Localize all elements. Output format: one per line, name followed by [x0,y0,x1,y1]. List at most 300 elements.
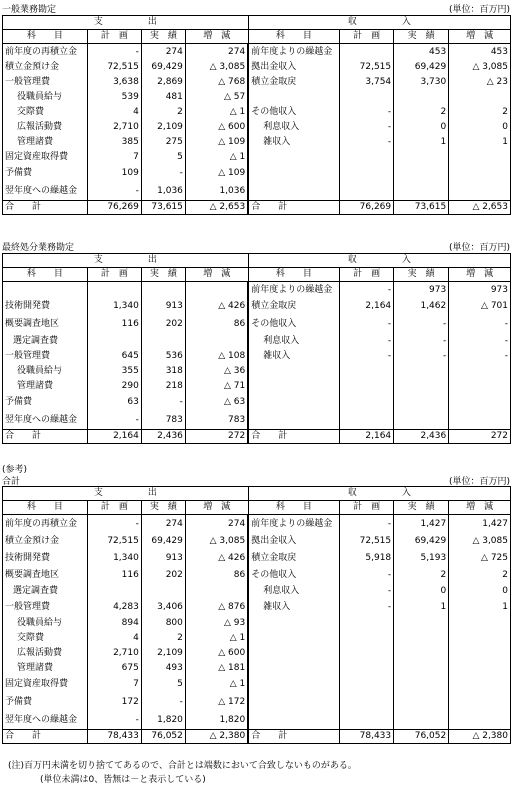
table-row [3,693,511,711]
total-label: 合 計 [248,201,339,215]
item-cell [248,693,339,711]
table-row [3,675,511,693]
column-header-item: 科 目 [248,501,339,515]
value-cell: 7 [87,149,141,164]
value-cell: △ 71 [185,378,248,393]
item-cell: 選定調査費 [3,583,88,598]
value-cell [340,44,394,60]
value-cell: 1,820 [185,711,248,730]
table-row [3,711,511,730]
value-cell [340,89,394,104]
item-cell [248,630,339,645]
total-label: 合 計 [3,730,88,744]
item-cell: 積立金取戻 [248,549,339,566]
value-cell: △ 36 [185,363,248,378]
value-cell: △ 426 [185,297,248,315]
value-cell [340,363,394,378]
value-cell: △ 725 [449,549,511,566]
item-cell: 積立金取戻 [248,74,339,89]
value-cell: 0 [394,119,449,134]
unit-label: (単位：百万円) [448,243,510,253]
value-cell: 481 [141,89,185,104]
item-cell: 技術開発費 [3,549,88,566]
total-value: 76,052 [394,730,449,744]
value-cell: 218 [141,378,185,393]
value-cell: 2 [141,104,185,119]
value-cell [394,615,449,630]
column-header-diff: 増 減 [185,30,248,44]
item-cell: 利息収入 [248,333,339,348]
item-cell: 選定調査費 [3,333,88,348]
total-label: 合 計 [248,430,339,444]
item-cell: 固定資産取得費 [3,149,88,164]
value-cell: △ 109 [185,164,248,182]
value-cell: - [87,44,141,60]
value-cell [340,630,394,645]
column-header-plan: 計 画 [340,30,394,44]
value-cell: △ 600 [185,645,248,660]
value-cell: 86 [185,566,248,583]
value-cell [340,393,394,411]
value-cell [340,378,394,393]
value-cell: 2,710 [87,645,141,660]
value-cell: - [340,598,394,615]
column-header-plan: 計 画 [87,268,141,282]
value-cell [340,182,394,201]
item-cell: 概要調査地区 [3,566,88,583]
value-cell: 69,429 [394,59,449,74]
table-row [3,297,511,315]
value-cell [185,333,248,348]
table-row [3,598,511,615]
item-cell: 利息収入 [248,119,339,134]
column-header-item: 科 目 [3,268,88,282]
table-row [3,59,511,74]
value-cell: 69,429 [141,59,185,74]
expense-header: 支 出 [3,254,249,268]
value-cell: 4 [87,630,141,645]
item-cell [248,660,339,675]
total-value: 76,052 [141,730,185,744]
item-cell: その他収入 [248,315,339,333]
value-cell: - [340,315,394,333]
income-header: 収 入 [248,487,510,501]
total-value: 76,269 [340,201,394,215]
column-header-row [3,268,511,282]
table-row [3,164,511,182]
total-value: 73,615 [394,201,449,215]
value-cell: - [449,315,511,333]
value-cell [449,411,511,430]
value-cell: - [394,315,449,333]
value-cell [394,393,449,411]
value-cell: - [340,515,394,533]
column-header-row [3,30,511,44]
item-cell [248,164,339,182]
total-value: 2,436 [141,430,185,444]
item-cell: 積立金預け金 [3,532,88,549]
item-cell: 拠出金収入 [248,532,339,549]
value-cell: 116 [87,566,141,583]
total-value: 272 [449,430,511,444]
value-cell: - [87,182,141,201]
expense-header: 支 出 [3,16,249,30]
value-cell: △ 876 [185,598,248,615]
value-cell: 645 [87,348,141,363]
item-cell: 積立金預け金 [3,59,88,74]
reference-label: (参考) [2,465,28,475]
value-cell: - [449,348,511,363]
expense-header: 支 出 [3,487,249,501]
item-cell: 予備費 [3,164,88,182]
value-cell: 63 [87,393,141,411]
item-cell [248,615,339,630]
value-cell: 1,340 [87,549,141,566]
table-row [3,515,511,533]
value-cell: △ 1 [185,149,248,164]
column-header-actual: 実 績 [394,30,449,44]
value-cell: 1,820 [141,711,185,730]
income-header: 収 入 [248,16,510,30]
table-row [3,393,511,411]
value-cell: 493 [141,660,185,675]
column-header-actual: 実 績 [141,268,185,282]
item-cell: 一般管理費 [3,348,88,363]
value-cell [449,164,511,182]
item-cell: 管理諸費 [3,378,88,393]
value-cell [449,675,511,693]
value-cell: 800 [141,615,185,630]
value-cell [185,282,248,298]
value-cell: 539 [87,89,141,104]
value-cell: 1,427 [449,515,511,533]
value-cell: - [141,693,185,711]
table-row [3,282,511,298]
column-header-actual: 実 績 [141,30,185,44]
value-cell: - [340,348,394,363]
value-cell: 274 [141,44,185,60]
item-cell: 交際費 [3,630,88,645]
value-cell: 3,406 [141,598,185,615]
value-cell: △ 1 [185,630,248,645]
item-cell [248,363,339,378]
value-cell: △ 1 [185,675,248,693]
table-row [3,549,511,566]
value-cell [394,675,449,693]
value-cell: 2,164 [340,297,394,315]
total-row [3,430,511,444]
value-cell [340,149,394,164]
value-cell [340,615,394,630]
value-cell [449,89,511,104]
value-cell: - [340,282,394,298]
item-cell [248,378,339,393]
value-cell: 453 [449,44,511,60]
item-cell: 前年度の再積立金 [3,515,88,533]
value-cell [87,282,141,298]
table-row [3,182,511,201]
value-cell [394,645,449,660]
value-cell: 973 [449,282,511,298]
value-cell: 274 [185,515,248,533]
budget-table [2,253,511,444]
table-row [3,315,511,333]
value-cell: - [87,411,141,430]
table-row [3,44,511,60]
item-cell: 予備費 [3,393,88,411]
income-header: 収 入 [248,254,510,268]
value-cell: - [340,119,394,134]
value-cell [394,164,449,182]
value-cell: 2 [141,630,185,645]
value-cell [449,630,511,645]
item-cell: 固定資産取得費 [3,675,88,693]
table-row [3,645,511,660]
value-cell: 1,036 [185,182,248,201]
value-cell: 3,754 [340,74,394,89]
value-cell: - [340,566,394,583]
value-cell [394,660,449,675]
value-cell: 72,515 [87,532,141,549]
value-cell: △ 172 [185,693,248,711]
table-row [3,134,511,149]
value-cell: △ 600 [185,119,248,134]
section-title: 一般業務勘定 [2,5,57,15]
value-cell [87,333,141,348]
value-cell [340,675,394,693]
value-cell: △ 3,085 [185,532,248,549]
item-cell: 利息収入 [248,583,339,598]
table-row [3,630,511,645]
column-header-plan: 計 画 [87,501,141,515]
value-cell: 2 [449,566,511,583]
footnote: (単位未満は0、皆無は－と表示している) [40,775,206,785]
header-row [3,16,511,30]
item-cell: 前年度よりの繰越金 [248,515,339,533]
value-cell: △ 93 [185,615,248,630]
item-cell: 広報活動費 [3,645,88,660]
column-header-actual: 実 績 [141,501,185,515]
total-value: 76,269 [87,201,141,215]
value-cell: 5,193 [394,549,449,566]
value-cell: - [449,333,511,348]
value-cell: 5,918 [340,549,394,566]
table-row [3,104,511,119]
value-cell [340,164,394,182]
value-cell: 7 [87,675,141,693]
value-cell: 5 [141,149,185,164]
value-cell: 290 [87,378,141,393]
column-header-diff: 増 減 [185,501,248,515]
table-row [3,378,511,393]
table-row [3,411,511,430]
value-cell [340,645,394,660]
value-cell [449,393,511,411]
value-cell: 4 [87,104,141,119]
value-cell [394,630,449,645]
item-cell: 役職員給与 [3,363,88,378]
total-row [3,201,511,215]
value-cell: △ 63 [185,393,248,411]
value-cell: 274 [185,44,248,60]
value-cell [449,693,511,711]
value-cell: 913 [141,549,185,566]
value-cell: 275 [141,134,185,149]
value-cell: △ 108 [185,348,248,363]
value-cell [87,583,141,598]
value-cell [141,583,185,598]
value-cell [449,615,511,630]
value-cell [340,693,394,711]
value-cell: △ 181 [185,660,248,675]
value-cell: 274 [141,515,185,533]
value-cell: 5 [141,675,185,693]
value-cell: △ 426 [185,549,248,566]
total-label: 合 計 [3,430,88,444]
value-cell: 116 [87,315,141,333]
value-cell: 202 [141,315,185,333]
value-cell: 318 [141,363,185,378]
item-cell [248,411,339,430]
item-cell [248,149,339,164]
item-cell: 一般管理費 [3,598,88,615]
value-cell: 1 [449,134,511,149]
value-cell [394,363,449,378]
value-cell: 72,515 [87,59,141,74]
value-cell [340,660,394,675]
column-header-item: 科 目 [248,30,339,44]
value-cell: 2,710 [87,119,141,134]
value-cell [141,282,185,298]
value-cell: 3,638 [87,74,141,89]
total-label: 合 計 [248,730,339,744]
value-cell [449,711,511,730]
column-header-diff: 増 減 [185,268,248,282]
value-cell: - [340,134,394,149]
total-value: △ 2,653 [185,201,248,215]
value-cell: 385 [87,134,141,149]
value-cell: △ 768 [185,74,248,89]
value-cell [449,645,511,660]
value-cell [394,378,449,393]
table-row [3,89,511,104]
item-cell: 役職員給与 [3,615,88,630]
total-value: 78,433 [340,730,394,744]
value-cell: 0 [449,119,511,134]
item-cell: その他収入 [248,566,339,583]
value-cell [449,182,511,201]
column-header-item: 科 目 [248,268,339,282]
value-cell: 2 [394,104,449,119]
table-row [3,74,511,89]
value-cell: 1 [394,134,449,149]
value-cell: 675 [87,660,141,675]
table-row [3,149,511,164]
item-cell: 雑収入 [248,134,339,149]
section-title: 最終処分業務勘定 [2,243,75,253]
column-header-diff: 増 減 [449,268,511,282]
value-cell: 2,869 [141,74,185,89]
item-cell: 翌年度への繰越金 [3,411,88,430]
value-cell: 86 [185,315,248,333]
item-cell [248,675,339,693]
total-row [3,730,511,744]
section-title: 合計 [2,477,21,487]
value-cell: 2 [449,104,511,119]
item-cell: 役職員給与 [3,89,88,104]
value-cell: 894 [87,615,141,630]
value-cell [394,149,449,164]
item-cell [248,711,339,730]
total-value: △ 2,653 [449,201,511,215]
column-header-diff: 増 減 [449,30,511,44]
value-cell: 2,109 [141,119,185,134]
value-cell: - [340,333,394,348]
table-row [3,615,511,630]
budget-table [2,486,511,744]
column-header-row [3,501,511,515]
item-cell: 技術開発費 [3,297,88,315]
value-cell [394,411,449,430]
value-cell: 2 [394,566,449,583]
value-cell [394,711,449,730]
item-cell [248,393,339,411]
value-cell: 202 [141,566,185,583]
item-cell: 広報活動費 [3,119,88,134]
value-cell: 913 [141,297,185,315]
total-value: 73,615 [141,201,185,215]
item-cell: 雑収入 [248,598,339,615]
item-cell [248,182,339,201]
table-row [3,363,511,378]
table-row [3,566,511,583]
value-cell: - [340,104,394,119]
item-cell: 積立金取戻 [248,297,339,315]
value-cell: △ 3,085 [185,59,248,74]
value-cell: 72,515 [340,532,394,549]
value-cell [449,660,511,675]
value-cell: 453 [394,44,449,60]
value-cell [185,583,248,598]
footnote: (注)百万円未満を切り捨ててあるので、合計とは端数において合致しないものがある。 [8,761,357,771]
value-cell: 1,036 [141,182,185,201]
value-cell: △ 3,085 [449,532,511,549]
column-header-actual: 実 績 [394,501,449,515]
value-cell: 783 [141,411,185,430]
value-cell: 172 [87,693,141,711]
item-cell: 一般管理費 [3,74,88,89]
header-row [3,254,511,268]
value-cell: - [340,583,394,598]
value-cell [340,711,394,730]
budget-table [2,15,511,215]
item-cell: 前年度の再積立金 [3,44,88,60]
value-cell: 536 [141,348,185,363]
item-cell: 管理諸費 [3,134,88,149]
total-value: △ 2,380 [449,730,511,744]
table-row [3,583,511,598]
item-cell: 前年度よりの繰越金 [248,44,339,60]
value-cell: △ 701 [449,297,511,315]
value-cell: - [141,393,185,411]
unit-label: (単位：百万円) [448,5,510,15]
item-cell [3,282,88,298]
value-cell: - [87,515,141,533]
unit-label: (単位：百万円) [448,477,510,487]
value-cell: - [394,333,449,348]
value-cell [394,182,449,201]
value-cell: 109 [87,164,141,182]
